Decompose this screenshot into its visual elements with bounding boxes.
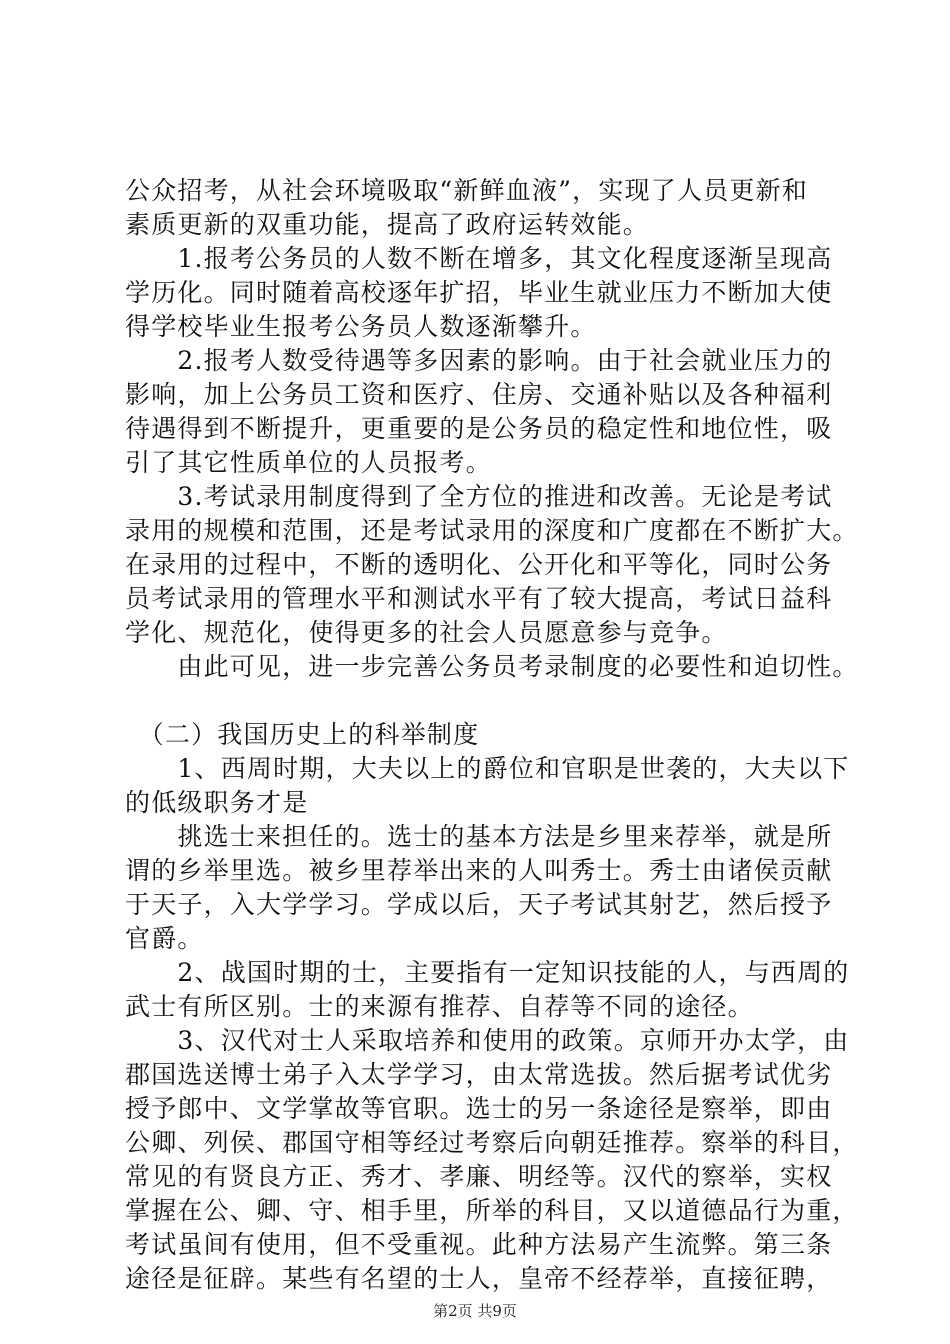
text-line: 的低级职务才是 xyxy=(125,788,309,817)
text-line: 录用的规模和范围，还是考试录用的深度和广度都在不断扩大。 xyxy=(125,516,859,545)
text-line: 待遇得到不断提升，更重要的是公务员的稳定性和地位性，吸 xyxy=(125,414,833,443)
section-heading: （二）我国历史上的科举制度 xyxy=(125,720,480,749)
text-line: 员考试录用的管理水平和测试水平有了较大提高，考试日益科 xyxy=(125,584,833,613)
text-line: 公卿、列侯、郡国守相等经过考察后向朝廷推荐。察举的科目， xyxy=(125,1128,859,1157)
page-number-footer: 第2页 共9页 xyxy=(433,1302,517,1320)
text-line: 公众招考，从社会环境吸取“新鲜血液”，实现了人员更新和 xyxy=(125,176,808,205)
text-line: 3、汉代对士人采取培养和使用的政策。京师开办太学，由 xyxy=(125,1026,850,1055)
text-line: 掌握在公、卿、守、相手里，所举的科目，又以道德品行为重， xyxy=(125,1196,859,1225)
text-line: 谓的乡举里选。被乡里荐举出来的人叫秀士。秀士由诸侯贡献 xyxy=(125,856,833,885)
text-line: 2、战国时期的士，主要指有一定知识技能的人，与西周的 xyxy=(125,958,850,987)
text-line: 影响，加上公务员工资和医疗、住房、交通补贴以及各种福利 xyxy=(125,380,833,409)
text-line: 授予郎中、文学掌故等官职。选士的另一条途径是察举，即由 xyxy=(125,1094,833,1123)
text-line: 学化、规范化，使得更多的社会人员愿意参与竞争。 xyxy=(125,618,728,647)
text-line: 常见的有贤良方正、秀才、孝廉、明经等。汉代的察举，实权 xyxy=(125,1162,833,1191)
blank-line xyxy=(125,684,845,718)
text-line: 武士有所区别。士的来源有推荐、自荐等不同的途径。 xyxy=(125,992,754,1021)
text-line: 引了其它性质单位的人员报考。 xyxy=(125,448,492,477)
text-line: 郡国选送博士弟子入太学学习，由太常选拔。然后据考试优劣 xyxy=(125,1060,833,1089)
text-line: 考试虽间有使用，但不受重视。此种方法易产生流弊。第三条 xyxy=(125,1230,833,1259)
text-line: 于天子，入大学学习。学成以后，天子考试其射艺，然后授予 xyxy=(125,890,833,919)
text-line: 得学校毕业生报考公务员人数逐渐攀升。 xyxy=(125,312,597,341)
text-line: 学历化。同时随着高校逐年扩招，毕业生就业压力不断加大使 xyxy=(125,278,833,307)
text-line: 3.考试录用制度得到了全方位的推进和改善。无论是考试 xyxy=(125,482,833,511)
text-line: 1、西周时期，大夫以上的爵位和官职是世袭的，大夫以下 xyxy=(125,754,850,783)
text-line: 由此可见，进一步完善公务员考录制度的必要性和迫切性。 xyxy=(125,652,859,681)
text-line: 途径是征辟。某些有名望的士人，皇帝不经荐举，直接征聘， xyxy=(125,1264,833,1293)
text-line: 1.报考公务员的人数不断在增多，其文化程度逐渐呈现高 xyxy=(125,244,833,273)
text-line: 2.报考人数受待遇等多因素的影响。由于社会就业压力的 xyxy=(125,346,833,375)
text-line: 素质更新的双重功能，提高了政府运转效能。 xyxy=(125,210,650,239)
text-line: 官爵。 xyxy=(125,924,204,953)
text-line: 挑选士来担任的。选士的基本方法是乡里来荐举，就是所 xyxy=(125,822,833,851)
text-line: 在录用的过程中，不断的透明化、公开化和平等化，同时公务 xyxy=(125,550,833,579)
